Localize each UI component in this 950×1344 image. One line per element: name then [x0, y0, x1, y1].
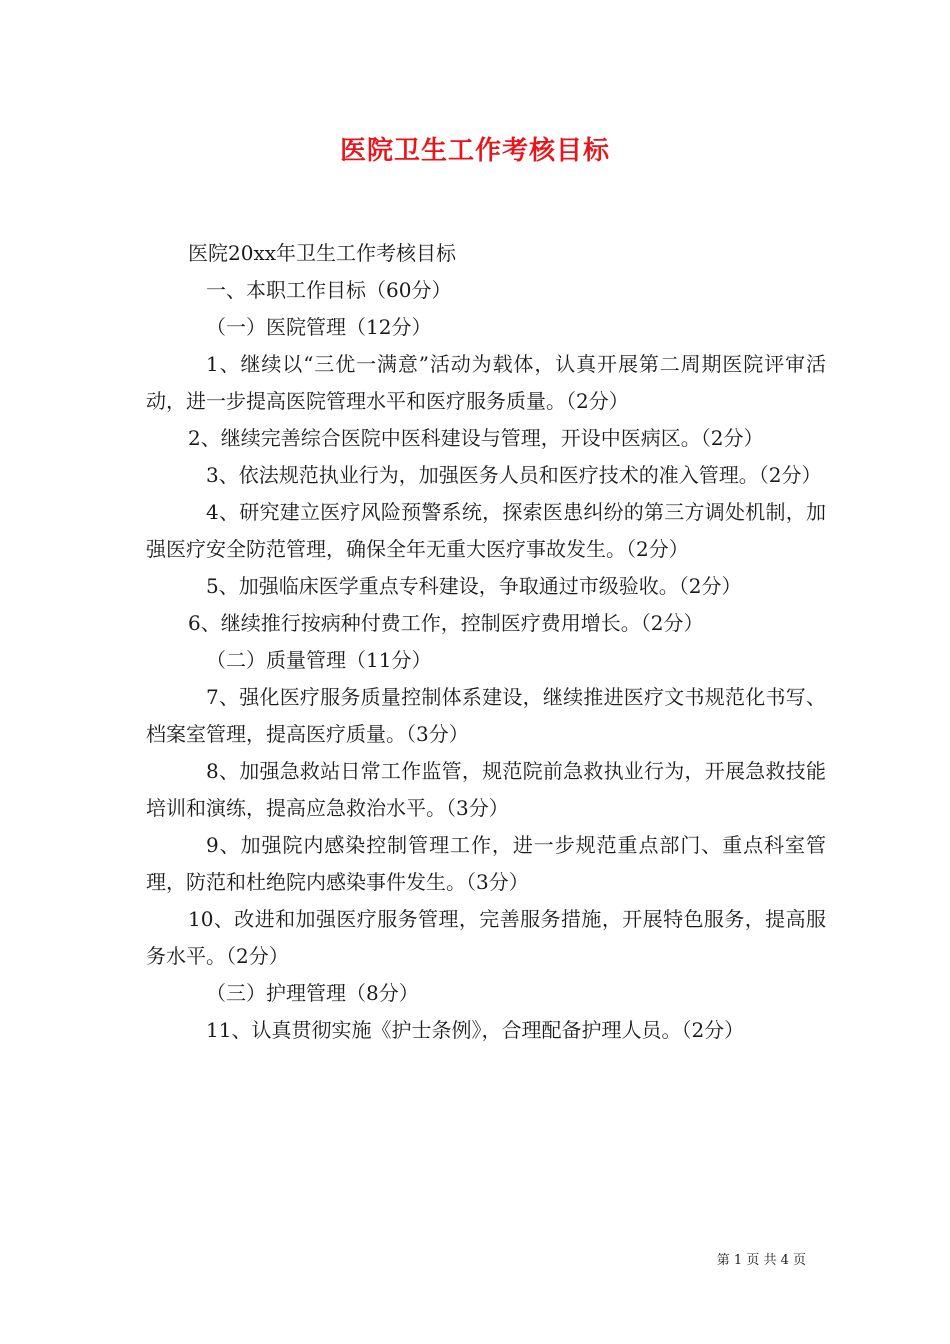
paragraph: 2、继续完善综合医院中医科建设与管理，开设中医病区。（2分）	[188, 426, 764, 450]
paragraph: 6、继续推行按病种付费工作，控制医疗费用增长。（2分）	[188, 611, 704, 635]
paragraph: 5、加强临床医学重点专科建设，争取通过市级验收。（2分）	[206, 574, 742, 598]
paragraph: 一、本职工作目标（60分）	[206, 278, 452, 302]
paragraph: 7、强化医疗服务质量控制体系建设，继续推进医疗文书规范化书写、档案室管理，提高医疗质量。（3分）	[146, 685, 826, 746]
paragraph: （三）护理管理（8分）	[206, 981, 419, 1005]
paragraph: （二）质量管理（11分）	[206, 648, 432, 672]
document-title: 医院卫生工作考核目标	[339, 136, 610, 166]
paragraph: 9、加强院内感染控制管理工作，进一步规范重点部门、重点科室管理，防范和杜绝院内感染事件发生。（3分）	[146, 833, 826, 894]
paragraph: 10、改进和加强医疗服务管理，完善服务措施，开展特色服务，提高服务水平。（2分）	[146, 907, 826, 968]
document-body	[146, 235, 826, 1049]
page-number: 第 1 页 共 4 页	[716, 1253, 806, 1268]
paragraph: 4、研究建立医疗风险预警系统，探索医患纠纷的第三方调处机制，加强医疗安全防范管理，确保全年无重大医疗事故发生。（2分）	[146, 500, 826, 561]
paragraph: 8、加强急救站日常工作监管，规范院前急救执业行为，开展急救技能培训和演练，提高应急救治水平。（3分）	[146, 759, 826, 820]
paragraph: 3、依法规范执业行为，加强医务人员和医疗技术的准入管理。（2分）	[206, 463, 822, 487]
paragraph: 1、继续以“三优一满意”活动为载体，认真开展第二周期医院评审活动，进一步提高医院管理水平和医疗服务质量。（2分）	[146, 352, 826, 413]
paragraph: 医院20xx年卫生工作考核目标	[188, 241, 457, 265]
paragraph: 11、认真贯彻实施《护士条例》，合理配备护理人员。（2分）	[206, 1018, 745, 1042]
paragraph: （一）医院管理（12分）	[206, 315, 432, 339]
